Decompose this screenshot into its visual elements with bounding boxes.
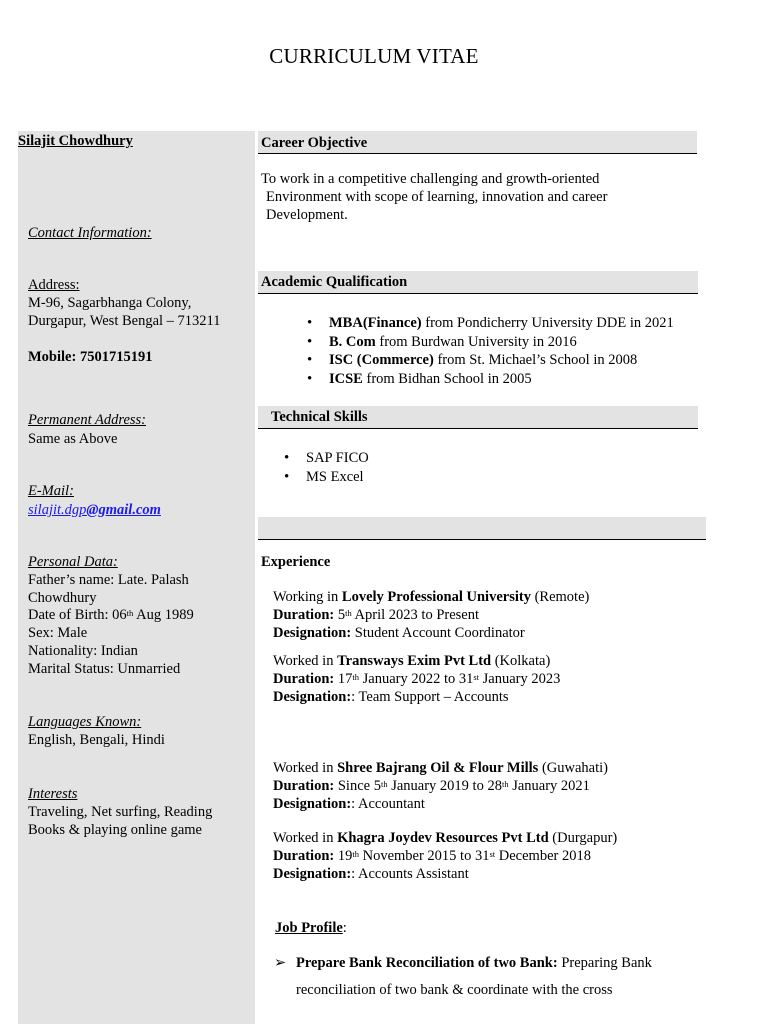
address-line-2: Durgapur, West Bengal – 713211 xyxy=(28,313,221,329)
job-2-designation xyxy=(273,688,509,706)
address-line-1: M-96, Sagarbhanga Colony, xyxy=(28,295,192,311)
job-profile-item-title: Prepare Bank Reconciliation of two Bank: xyxy=(296,955,558,971)
job-location: (Durgapur) xyxy=(548,830,618,846)
list-item xyxy=(307,333,674,352)
degree-detail: from Bidhan School in 2005 xyxy=(362,370,532,387)
email-user[interactable]: silajit.dgp xyxy=(28,502,87,518)
mobile-number: Mobile: 7501715191 xyxy=(28,349,153,365)
job-profile-item-1-line-2: reconciliation of two bank & coordinate with the cross xyxy=(296,982,613,998)
address-heading: Address: xyxy=(28,277,80,293)
degree-detail: from Burdwan University in 2016 xyxy=(375,333,577,350)
designation-colon: : xyxy=(351,796,356,812)
arrow-bullet-icon: ➢ xyxy=(274,955,287,971)
list-item xyxy=(307,314,674,333)
designation-label: Designation: xyxy=(273,625,352,641)
duration-end: January 2023 xyxy=(479,671,561,687)
duration-start: Since 5 xyxy=(334,778,381,794)
job-profile-title: Job Profile xyxy=(275,920,343,936)
date-of-birth xyxy=(28,606,194,624)
degree-name: ICSE xyxy=(329,370,363,387)
designation-colon: : xyxy=(351,689,356,705)
designation-value: Team Support – Accounts xyxy=(355,689,509,705)
list-item xyxy=(307,351,674,370)
permanent-address-heading: Permanent Address: xyxy=(28,412,146,428)
permanent-address-value: Same as Above xyxy=(28,431,118,447)
duration-middle: January 2019 to 28 xyxy=(387,778,502,794)
career-line-3: Development. xyxy=(266,207,348,223)
interests-line-2: Books & playing online game xyxy=(28,822,202,838)
contact-heading: Contact Information: xyxy=(28,225,152,241)
duration-label: Duration: xyxy=(273,848,335,864)
duration-middle: January 2022 to 31 xyxy=(358,671,474,687)
job-org: Khagra Joydev Resources Pvt Ltd xyxy=(337,830,549,846)
duration-sup: th xyxy=(352,672,359,682)
job-location: (Guwahati) xyxy=(538,760,608,776)
degree-detail: from Pondicherry University DDE in 2021 xyxy=(421,315,674,331)
degree-detail: from St. Michael’s School in 2008 xyxy=(433,352,638,368)
job-3-duration xyxy=(273,777,590,795)
list-item xyxy=(307,370,674,389)
duration-sup: st xyxy=(473,672,480,682)
interests-heading: Interests xyxy=(28,786,78,802)
candidate-name: Silajit Chowdhury xyxy=(18,133,133,149)
email-domain[interactable]: @gmail.com xyxy=(86,502,161,518)
duration-sup: st xyxy=(489,849,496,859)
job-location: (Kolkata) xyxy=(491,653,551,669)
duration-start: 17 xyxy=(334,671,353,687)
father-name-line-2: Chowdhury xyxy=(28,590,97,606)
duration-sup: th xyxy=(501,779,509,789)
duration-label: Duration: xyxy=(273,671,335,687)
dob-prefix: Date of Birth: 06 xyxy=(28,607,127,623)
job-org: Shree Bajrang Oil & Flour Mills xyxy=(337,760,539,776)
degree-name: ISC (Commerce) xyxy=(329,352,434,368)
career-objective-heading: Career Objective xyxy=(261,135,368,151)
skills-list xyxy=(284,449,369,486)
duration-start: 5 xyxy=(334,607,346,623)
email-heading: E-Mail: xyxy=(28,483,74,499)
job-org: Transways Exim Pvt Ltd xyxy=(337,653,492,669)
job-location: (Remote) xyxy=(530,589,590,605)
nationality: Nationality: Indian xyxy=(28,643,138,659)
skills-heading: Technical Skills xyxy=(271,409,368,425)
duration-middle: November 2015 to 31 xyxy=(358,848,490,864)
designation-label: Designation: xyxy=(273,689,352,705)
designation-label: Designation: xyxy=(273,866,352,882)
designation-value: Accountant xyxy=(355,796,425,812)
interests-line-1: Traveling, Net surfing, Reading xyxy=(28,804,213,820)
designation-colon: : xyxy=(351,866,356,882)
job-prefix: Worked in xyxy=(273,760,338,776)
job-profile-item-text: Preparing Bank xyxy=(557,955,652,971)
job-prefix: Working in xyxy=(273,589,342,605)
experience-heading: Experience xyxy=(261,554,331,570)
job-profile-colon: : xyxy=(342,920,347,936)
designation-label: Designation: xyxy=(273,796,352,812)
job-profile-item-1 xyxy=(296,954,652,972)
duration-sup: th xyxy=(352,849,359,859)
academic-heading: Academic Qualification xyxy=(261,274,408,290)
marital-status: Marital Status: Unmarried xyxy=(28,661,181,677)
job-3-designation xyxy=(273,795,425,813)
job-prefix: Worked in xyxy=(273,830,338,846)
job-1-duration xyxy=(273,606,479,624)
duration-start: 19 xyxy=(334,848,353,864)
duration-end: December 2018 xyxy=(495,848,591,864)
languages-value: English, Bengali, Hindi xyxy=(28,732,165,748)
personal-data-heading: Personal Data: xyxy=(28,554,118,570)
duration-label: Duration: xyxy=(273,778,335,794)
job-2-duration xyxy=(273,670,560,688)
academic-list xyxy=(307,314,674,388)
page-title: CURRICULUM VITAE xyxy=(269,44,479,68)
job-profile-heading xyxy=(275,919,347,937)
degree-name: B. Com xyxy=(329,333,376,350)
duration-sup: th xyxy=(345,608,352,618)
empty-section-bar xyxy=(258,517,706,540)
job-1-org-line xyxy=(273,588,589,606)
degree-name: MBA(Finance) xyxy=(329,315,422,331)
list-item: • MS Excel xyxy=(284,468,369,487)
job-4-designation xyxy=(273,865,469,883)
dob-sup: th xyxy=(126,608,134,618)
job-4-org-line xyxy=(273,829,617,847)
job-org: Lovely Professional University xyxy=(341,589,531,605)
email-link[interactable] xyxy=(28,501,161,519)
duration-sup: th xyxy=(380,779,388,789)
career-line-1: To work in a competitive challenging and growth-oriented xyxy=(261,171,600,187)
career-line-2: Environment with scope of learning, innovation and career xyxy=(266,189,608,205)
job-2-org-line xyxy=(273,652,550,670)
designation-value: Accounts Assistant xyxy=(355,866,469,882)
job-4-duration xyxy=(273,847,591,865)
sex: Sex: Male xyxy=(28,625,88,641)
duration-end: January 2021 xyxy=(508,778,590,794)
designation-value: Student Account Coordinator xyxy=(351,625,525,641)
job-1-designation xyxy=(273,624,525,642)
job-prefix: Worked in xyxy=(273,653,338,669)
languages-heading: Languages Known: xyxy=(28,714,142,730)
dob-suffix: Aug 1989 xyxy=(133,607,194,623)
father-name-line-1: Father’s name: Late. Palash xyxy=(28,572,189,588)
job-3-org-line xyxy=(273,759,608,777)
duration-label: Duration: xyxy=(273,607,335,623)
list-item: • SAP FICO xyxy=(284,449,369,468)
duration-middle: April 2023 to Present xyxy=(351,607,480,623)
